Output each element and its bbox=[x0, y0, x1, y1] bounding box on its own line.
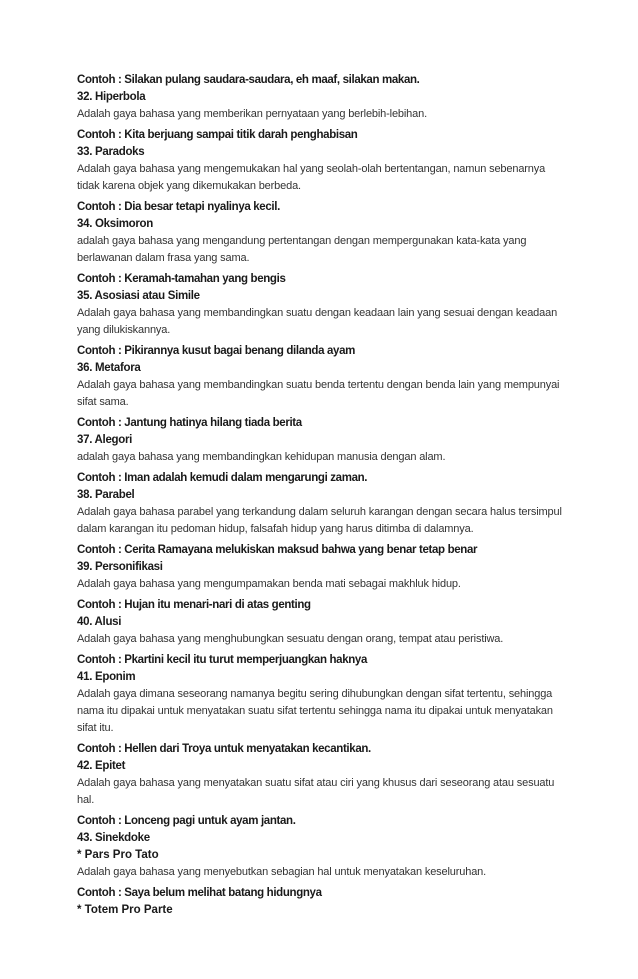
entry-metafora bbox=[77, 343, 567, 411]
entry-totem-pro-parte bbox=[77, 885, 567, 919]
section-heading: 42. Epitet bbox=[77, 760, 126, 772]
example-text: Contoh : Dia besar tetapi nyalinya kecil. bbox=[77, 201, 280, 213]
section-heading: 36. Metafora bbox=[77, 362, 141, 374]
example-text: Contoh : Keramah-tamahan yang bengis bbox=[77, 273, 286, 285]
entry-epitet bbox=[77, 741, 567, 809]
example-text: Contoh : Iman adalah kemudi dalam mengarungi zaman. bbox=[77, 472, 368, 484]
definition-text: Adalah gaya dimana seseorang namanya begitu sering dihubungkan dengan sifat tertentu, sehingga nama itu dipakai untuk menyatakan suatu sifat tertentu sehingga nama itu dipakai untuk menyatakan sifat itu. bbox=[77, 688, 553, 734]
definition-text: Adalah gaya bahasa yang menyebutkan sebagian hal untuk menyatakan keseluruhan. bbox=[77, 866, 487, 878]
section-heading: 40. Alusi bbox=[77, 616, 122, 628]
subsection-heading: * Totem Pro Parte bbox=[77, 904, 173, 916]
example-text: Contoh : Lonceng pagi untuk ayam jantan. bbox=[77, 815, 296, 827]
example-text: Contoh : Kita berjuang sampai titik darah penghabisan bbox=[77, 129, 358, 141]
section-heading: 34. Oksimoron bbox=[77, 218, 153, 230]
entry-paradoks bbox=[77, 127, 567, 195]
definition-text: Adalah gaya bahasa yang mengemukakan hal yang seolah-olah bertentangan, namun sebenarnya tidak karena objek yang dikemukakan berbeda. bbox=[77, 163, 546, 192]
section-heading: 38. Parabel bbox=[77, 489, 135, 501]
entry-alegori bbox=[77, 415, 567, 466]
entry-alusi bbox=[77, 597, 567, 648]
section-heading: 33. Paradoks bbox=[77, 146, 145, 158]
section-heading: 37. Alegori bbox=[77, 434, 133, 446]
example-text: Contoh : Jantung hatinya hilang tiada berita bbox=[77, 417, 302, 429]
definition-text: Adalah gaya bahasa parabel yang terkandung dalam seluruh karangan dengan secara halus tersimpul dalam karangan itu pedoman hidup, falsafah hidup yang harus ditimba di dalamnya. bbox=[77, 506, 562, 535]
example-text: Contoh : Hujan itu menari-nari di atas genting bbox=[77, 599, 311, 611]
entry-parabel bbox=[77, 470, 567, 538]
section-heading: 39. Personifikasi bbox=[77, 561, 163, 573]
subsection-heading: * Pars Pro Tato bbox=[77, 849, 159, 861]
definition-text: Adalah gaya bahasa yang memberikan pernyataan yang berlebih-lebihan. bbox=[77, 108, 427, 120]
document-page bbox=[77, 72, 567, 923]
definition-text: Adalah gaya bahasa yang menyatakan suatu sifat atau ciri yang khusus dari seseorang atau sesuatu hal. bbox=[77, 777, 555, 806]
section-heading: 41. Eponim bbox=[77, 671, 136, 683]
definition-text: Adalah gaya bahasa yang menghubungkan sesuatu dengan orang, tempat atau peristiwa. bbox=[77, 633, 504, 645]
entry-sinekdoke bbox=[77, 813, 567, 881]
example-text: Contoh : Silakan pulang saudara-saudara, eh maaf, silakan makan. bbox=[77, 74, 420, 86]
example-text: Contoh : Hellen dari Troya untuk menyatakan kecantikan. bbox=[77, 743, 371, 755]
entry-simile bbox=[77, 271, 567, 339]
definition-text: adalah gaya bahasa yang membandingkan kehidupan manusia dengan alam. bbox=[77, 451, 446, 463]
definition-text: Adalah gaya bahasa yang membandingkan suatu dengan keadaan lain yang sesuai dengan keadaan yang dilukiskannya. bbox=[77, 307, 558, 336]
example-text: Contoh : Pikirannya kusut bagai benang dilanda ayam bbox=[77, 345, 356, 357]
definition-text: adalah gaya bahasa yang mengandung pertentangan dengan mempergunakan kata-kata yang berlawanan dalam frasa yang sama. bbox=[77, 235, 527, 264]
example-text: Contoh : Saya belum melihat batang hidungnya bbox=[77, 887, 322, 899]
definition-text: Adalah gaya bahasa yang mengumpamakan benda mati sebagai makhluk hidup. bbox=[77, 578, 461, 590]
entry-hiperbola bbox=[77, 72, 567, 123]
section-heading: 32. Hiperbola bbox=[77, 91, 146, 103]
section-heading: 43. Sinekdoke bbox=[77, 832, 150, 844]
definition-text: Adalah gaya bahasa yang membandingkan suatu benda tertentu dengan benda lain yang mempunyai sifat sama. bbox=[77, 379, 560, 408]
example-text: Contoh : Pkartini kecil itu turut memperjuangkan haknya bbox=[77, 654, 368, 666]
example-text: Contoh : Cerita Ramayana melukiskan maksud bahwa yang benar tetap benar bbox=[77, 544, 478, 556]
entry-personifikasi bbox=[77, 542, 567, 593]
section-heading: 35. Asosiasi atau Simile bbox=[77, 290, 200, 302]
entry-oksimoron bbox=[77, 199, 567, 267]
entry-eponim bbox=[77, 652, 567, 737]
